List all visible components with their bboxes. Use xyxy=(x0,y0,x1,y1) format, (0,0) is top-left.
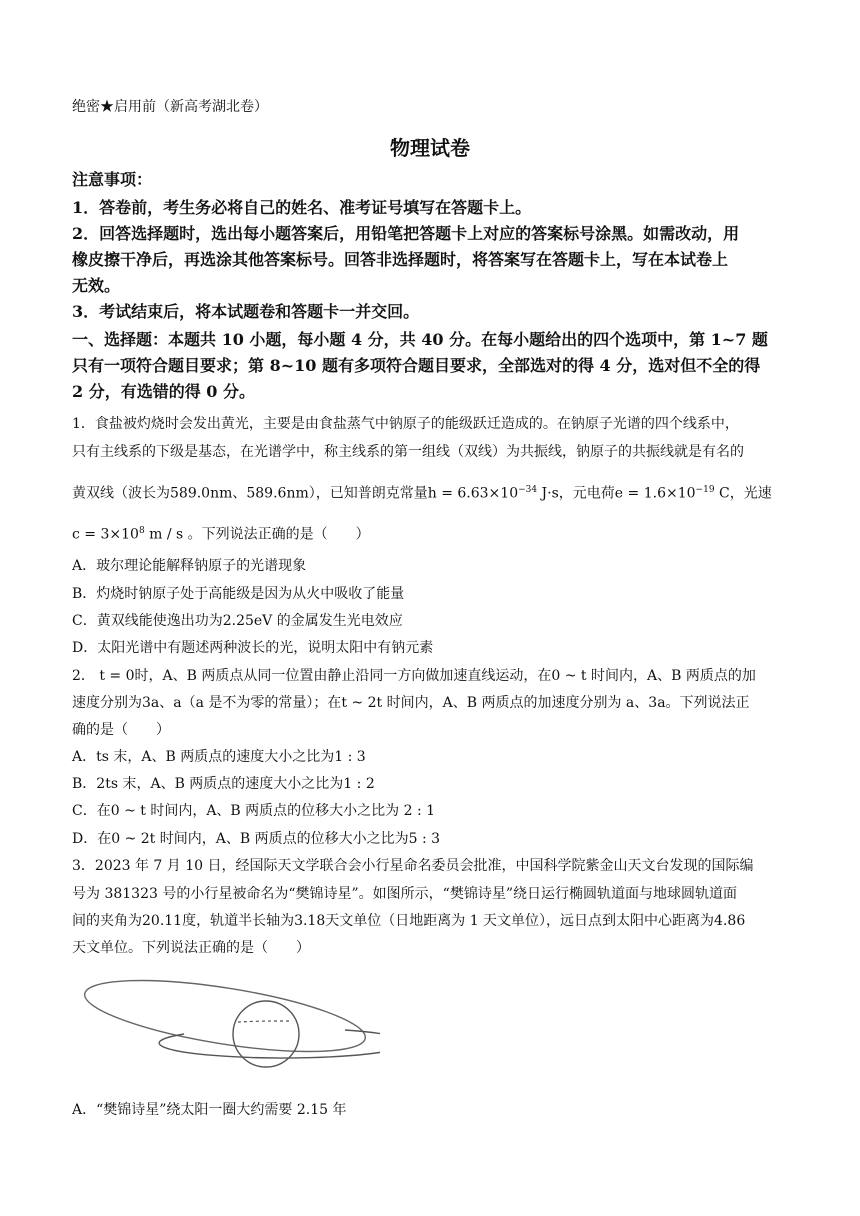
page-title: 物理试卷 xyxy=(390,136,470,160)
q1-exponent-3: 8 xyxy=(138,526,145,536)
section-1-line-3: 2 分，有选错的得 0 分。 xyxy=(72,382,255,401)
earth-orbit-back xyxy=(238,1021,292,1022)
q1-exponent-1: −34 xyxy=(518,485,538,495)
q1-exponent-2: −19 xyxy=(695,485,715,495)
q1-line4-part-b: m / s 。下列说法正确的是（ ） xyxy=(144,526,370,543)
q1-line4-part-a: c = 3×10 xyxy=(72,526,139,543)
q1-stem-line-1: 1．食盐被灼烧时会发出黄光，主要是由食盐蒸气中钠原子的能级跃迁造成的。在钠原子光谱的四个线系中， xyxy=(72,416,739,432)
q2-option-c: C．在0 ~ t 时间内，A、B 两质点的位移大小之比为 2 : 1 xyxy=(72,803,436,819)
section-1-line-1: 一、选择题：本题共 10 小题，每小题 4 分，共 40 分。在每小题给出的四个选项中，第 1~7 题 xyxy=(72,330,768,349)
q2-option-a: A．ts 末，A、B 两质点的速度大小之比为1 : 3 xyxy=(72,749,366,765)
q1-line3-part-b: J·s，元电荷e = 1.6×10 xyxy=(537,485,696,502)
q2-stem-line-3: 确的是（ ） xyxy=(72,722,170,738)
q3-stem-line-2: 号为 381323 号的小行星被命名为“樊锦诗星”。如图所示，“樊锦诗星”绕日运行椭圆轨道面与地球圆轨道面 xyxy=(72,886,737,902)
q2-option-b: B．2ts 末，A、B 两质点的速度大小之比为1 : 2 xyxy=(72,776,375,792)
section-1-line-2: 只有一项符合题目要求；第 8~10 题有多项符合题目要求，全部选对的得 4 分，选对但不全的得 xyxy=(72,356,761,375)
q1-option-b: B．灼烧时钠原子处于高能级是因为从火中吸收了能量 xyxy=(72,586,405,602)
asteroid-orbit-ellipse xyxy=(80,978,369,1066)
q1-stem-line-2: 只有主线系的下级是基态，在光谱学中，称主线系的第一组线（双线）为共振线，钠原子的共振线就是有名的 xyxy=(72,444,744,460)
q2-stem-line-1: 2． t = 0时，A、B 两质点从同一位置由静止沿同一方向做加速直线运动，在0 ~ t 时间内，A、B 两质点的加 xyxy=(72,668,756,684)
sun-sphere xyxy=(233,1001,299,1067)
note-item-2-line-3: 无效。 xyxy=(72,276,121,295)
q2-stem-line-2: 速度分别为3a、a（a 是不为零的常量）；在t ~ 2t 时间内，A、B 两质点的加速度分别为 a、3a。下列说法正 xyxy=(72,695,750,711)
q2-option-d: D．在0 ~ 2t 时间内，A、B 两质点的位移大小之比为5 : 3 xyxy=(72,831,441,847)
q1-option-c: C．黄双线能使逸出功为2.25eV 的金属发生光电效应 xyxy=(72,613,403,629)
q3-stem-line-4: 天文单位。下列说法正确的是（ ） xyxy=(72,940,310,956)
q3-stem-line-3: 间的夹角为20.11度，轨道半长轴为3.18天文单位（日地距离为 1 天文单位），远日点到太阳中心距离为4.86 xyxy=(72,913,746,929)
note-item-1: 1．答卷前，考生务必将自己的姓名、准考证号填写在答题卡上。 xyxy=(72,198,532,217)
notes-heading: 注意事项： xyxy=(72,170,153,189)
q3-stem-line-1: 3．2023 年 7 月 10 日，经国际天文学联合会小行星命名委员会批准，中国科学院紫金山天文台发现的国际编 xyxy=(72,858,754,874)
note-item-3: 3．考试结束后，将本试题卷和答题卡一并交回。 xyxy=(72,302,420,321)
confidential-label: 绝密★启用前（新高考湖北卷） xyxy=(72,99,268,115)
q1-option-a: A．玻尔理论能解释钠原子的光谱现象 xyxy=(72,558,307,574)
q1-line3-part-a: 黄双线（波长为589.0nm、589.6nm），已知普朗克常量h = 6.63×10 xyxy=(72,485,519,502)
q1-stem-line-4 xyxy=(72,521,370,545)
q3-option-a: A．“樊锦诗星”绕太阳一圈大约需要 2.15 年 xyxy=(72,1102,347,1118)
q1-option-d: D．太阳光谱中有题述两种波长的光，说明太阳中有钠元素 xyxy=(72,640,434,656)
note-item-2-line-2: 橡皮擦干净后，再选涂其他答案标号。回答非选择题时，将答案写在答题卡上，写在本试卷上 xyxy=(72,250,729,269)
earth-orbit-front xyxy=(159,1030,380,1058)
q1-stem-line-3 xyxy=(72,480,772,504)
orbit-diagram xyxy=(80,978,380,1088)
note-item-2-line-1: 2．回答选择题时，选出每小题答案后，用铅笔把答题卡上对应的答案标号涂黑。如需改动，用 xyxy=(72,224,740,243)
q1-line3-part-c: C，光速 xyxy=(714,485,772,502)
